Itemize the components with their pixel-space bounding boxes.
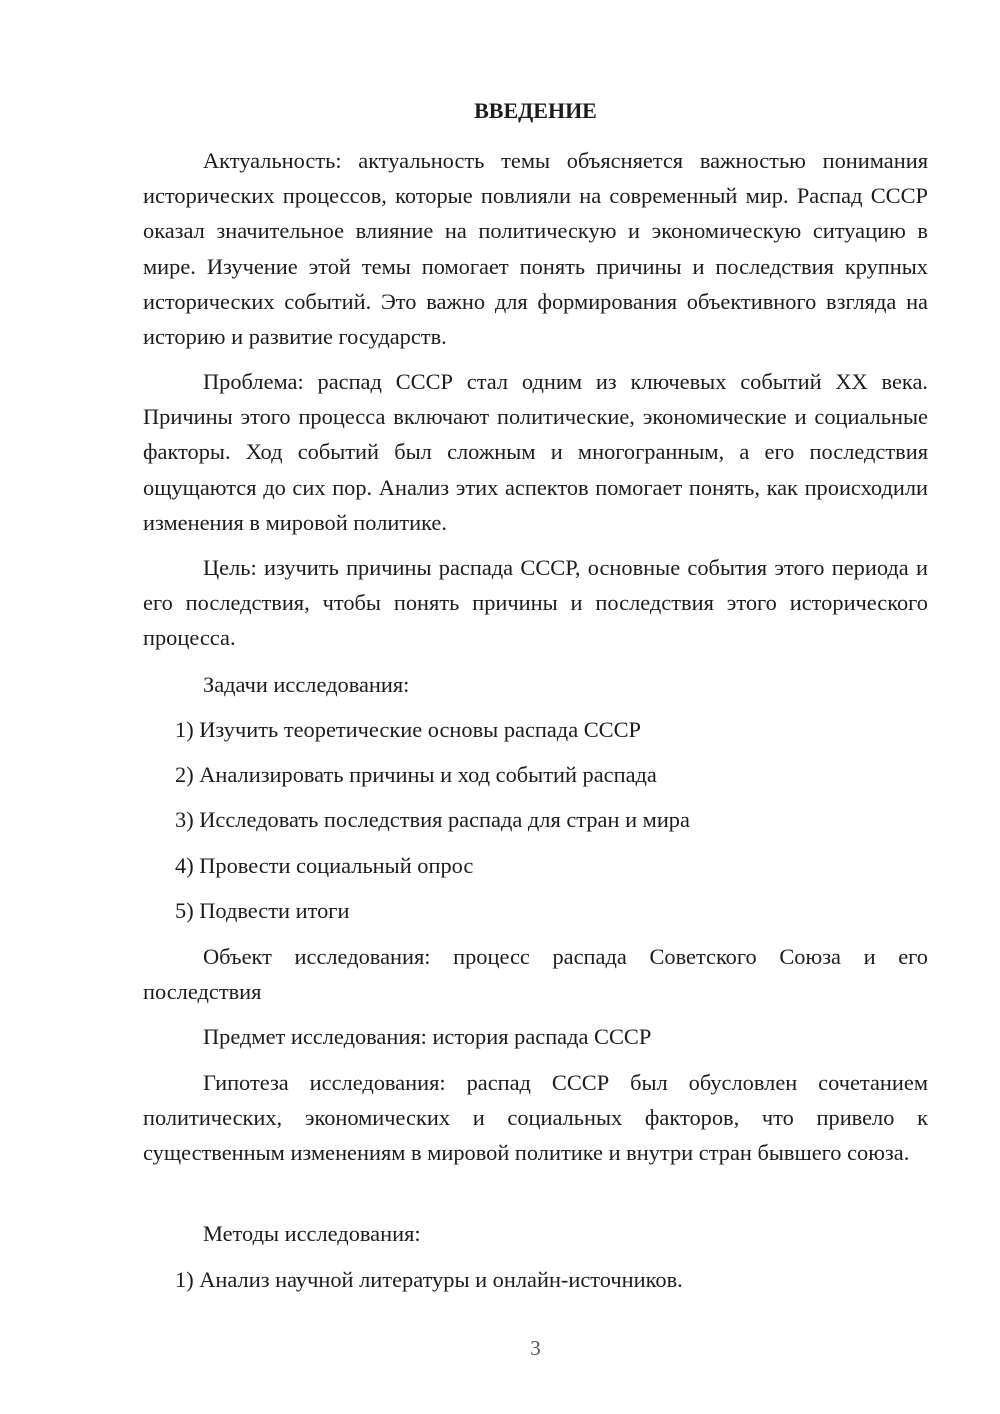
methods-heading: Методы исследования: <box>203 1221 421 1246</box>
tasks-heading: Задачи исследования: <box>203 672 410 697</box>
method-item-1: 1) Анализ научной литературы и онлайн-источников. <box>175 1267 683 1292</box>
page-number: 3 <box>530 1336 541 1360</box>
object-paragraph: Объект исследования: процесс распада Советского Союза и его последствия <box>143 944 928 1005</box>
task-item-4: 4) Провести социальный опрос <box>175 853 474 878</box>
task-item-3: 3) Исследовать последствия распада для стран и мира <box>175 807 690 832</box>
goal-paragraph: Цель: изучить причины распада СССР, основные события этого периода и его последствия, чтобы понять причины и последствия этого исторического процесса. <box>143 555 928 651</box>
task-item-5: 5) Подвести итоги <box>175 898 350 923</box>
problem-paragraph: Проблема: распад СССР стал одним из ключевых событий XX века. Причины этого процесса включают политические, экономические и социальные факторы. Ход событий был сложным и многогранным, а его последствия ощущаются до сих пор. Анализ этих аспектов помогает понять, как происходили изменения в мировой политике. <box>143 369 928 535</box>
document-page <box>143 0 928 1414</box>
subject-paragraph: Предмет исследования: история распада СССР <box>203 1024 652 1049</box>
relevance-paragraph: Актуальность: актуальность темы объясняется важностью понимания исторических процессов, которые повлияли на современный мир. Распад СССР оказал значительное влияние на политическую и экономическую ситуацию в мире. Изучение этой темы помогает понять причины и последствия крупных исторических событий. Это важно для формирования объективного взгляда на историю и развитие государств. <box>143 148 928 350</box>
section-title: ВВЕДЕНИЕ <box>474 98 597 123</box>
hypothesis-paragraph: Гипотеза исследования: распад СССР был обусловлен сочетанием политических, экономических и социальных факторов, что привело к существенным изменениям в мировой политике и внутри стран бывшего союза. <box>143 1070 928 1166</box>
task-item-2: 2) Анализировать причины и ход событий распада <box>175 762 657 787</box>
task-item-1: 1) Изучить теоретические основы распада СССР <box>175 717 641 742</box>
